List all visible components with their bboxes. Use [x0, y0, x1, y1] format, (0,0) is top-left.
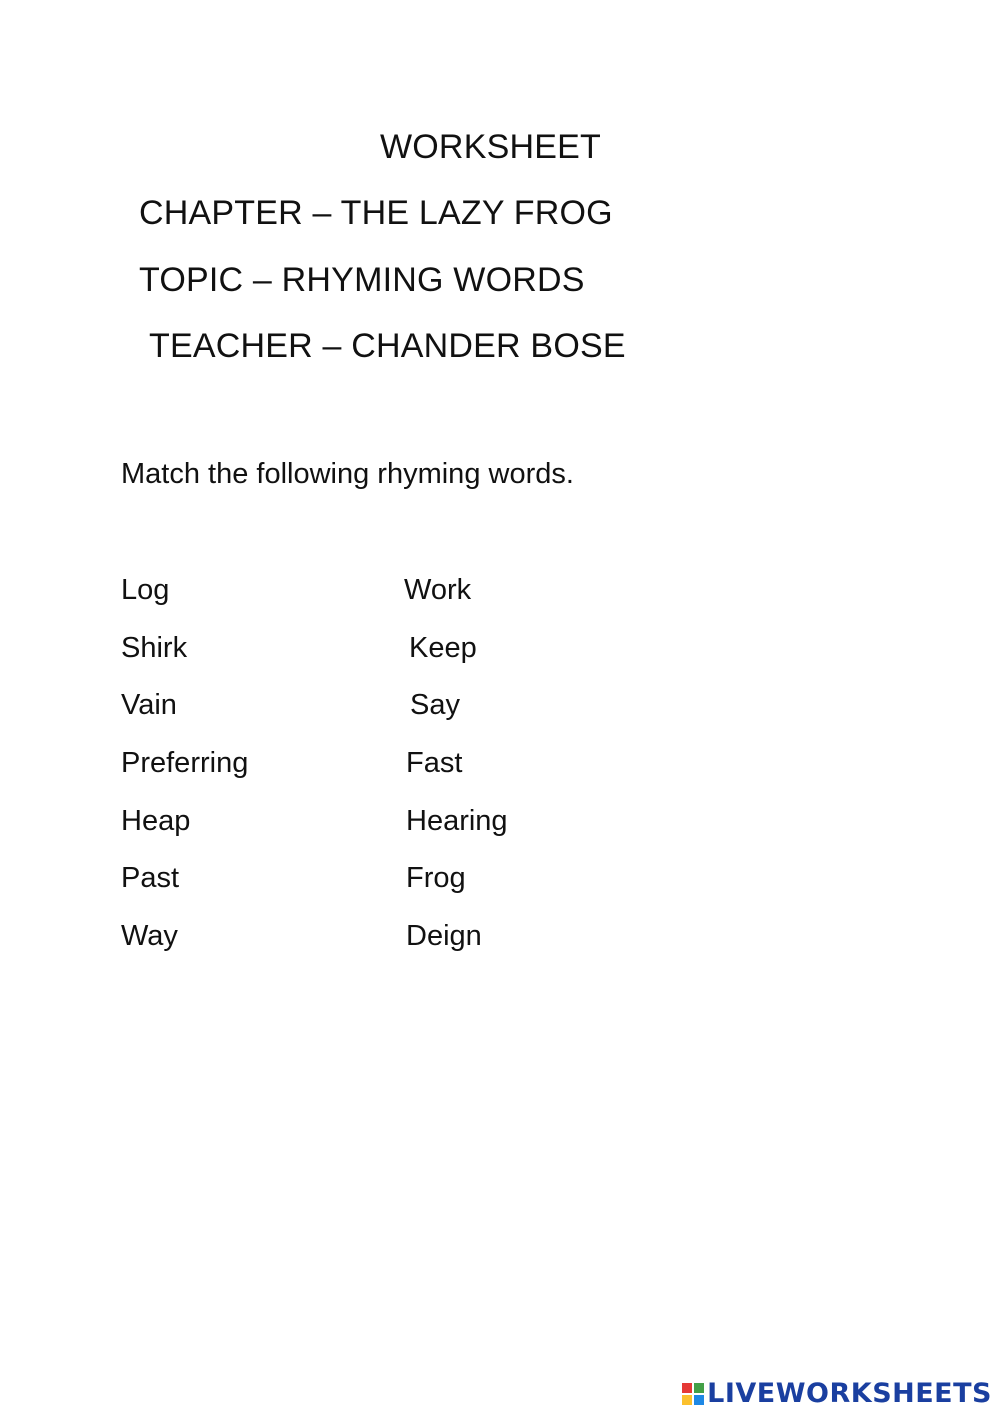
right-word: Hearing: [406, 805, 508, 837]
left-word: Way: [121, 920, 178, 952]
right-word: Fast: [406, 747, 463, 779]
logo-square-icon: [682, 1395, 692, 1405]
logo-square-icon: [694, 1395, 704, 1405]
left-word: Heap: [121, 805, 191, 837]
right-word: Deign: [406, 920, 482, 952]
right-word: Say: [410, 689, 460, 721]
logo-square-icon: [682, 1383, 692, 1393]
chapter-heading: CHAPTER – THE LAZY FROG: [139, 194, 613, 232]
left-word: Past: [121, 862, 180, 894]
left-word: Log: [121, 574, 170, 606]
right-word: Frog: [406, 862, 466, 894]
liveworksheets-logo-icon: [682, 1383, 704, 1405]
worksheet-title: WORKSHEET: [380, 128, 601, 166]
right-word: Keep: [409, 632, 477, 664]
left-word: Vain: [121, 689, 177, 721]
logo-square-icon: [694, 1383, 704, 1393]
teacher-heading: TEACHER – CHANDER BOSE: [149, 327, 626, 365]
right-word: Work: [404, 574, 472, 606]
left-word: Preferring: [121, 747, 249, 779]
left-word: Shirk: [121, 632, 188, 664]
liveworksheets-logo: [682, 1374, 992, 1414]
liveworksheets-brand: LIVEWORKSHEETS: [707, 1378, 992, 1409]
instruction-text: Match the following rhyming words.: [121, 458, 574, 490]
topic-heading: TOPIC – RHYMING WORDS: [139, 261, 585, 299]
